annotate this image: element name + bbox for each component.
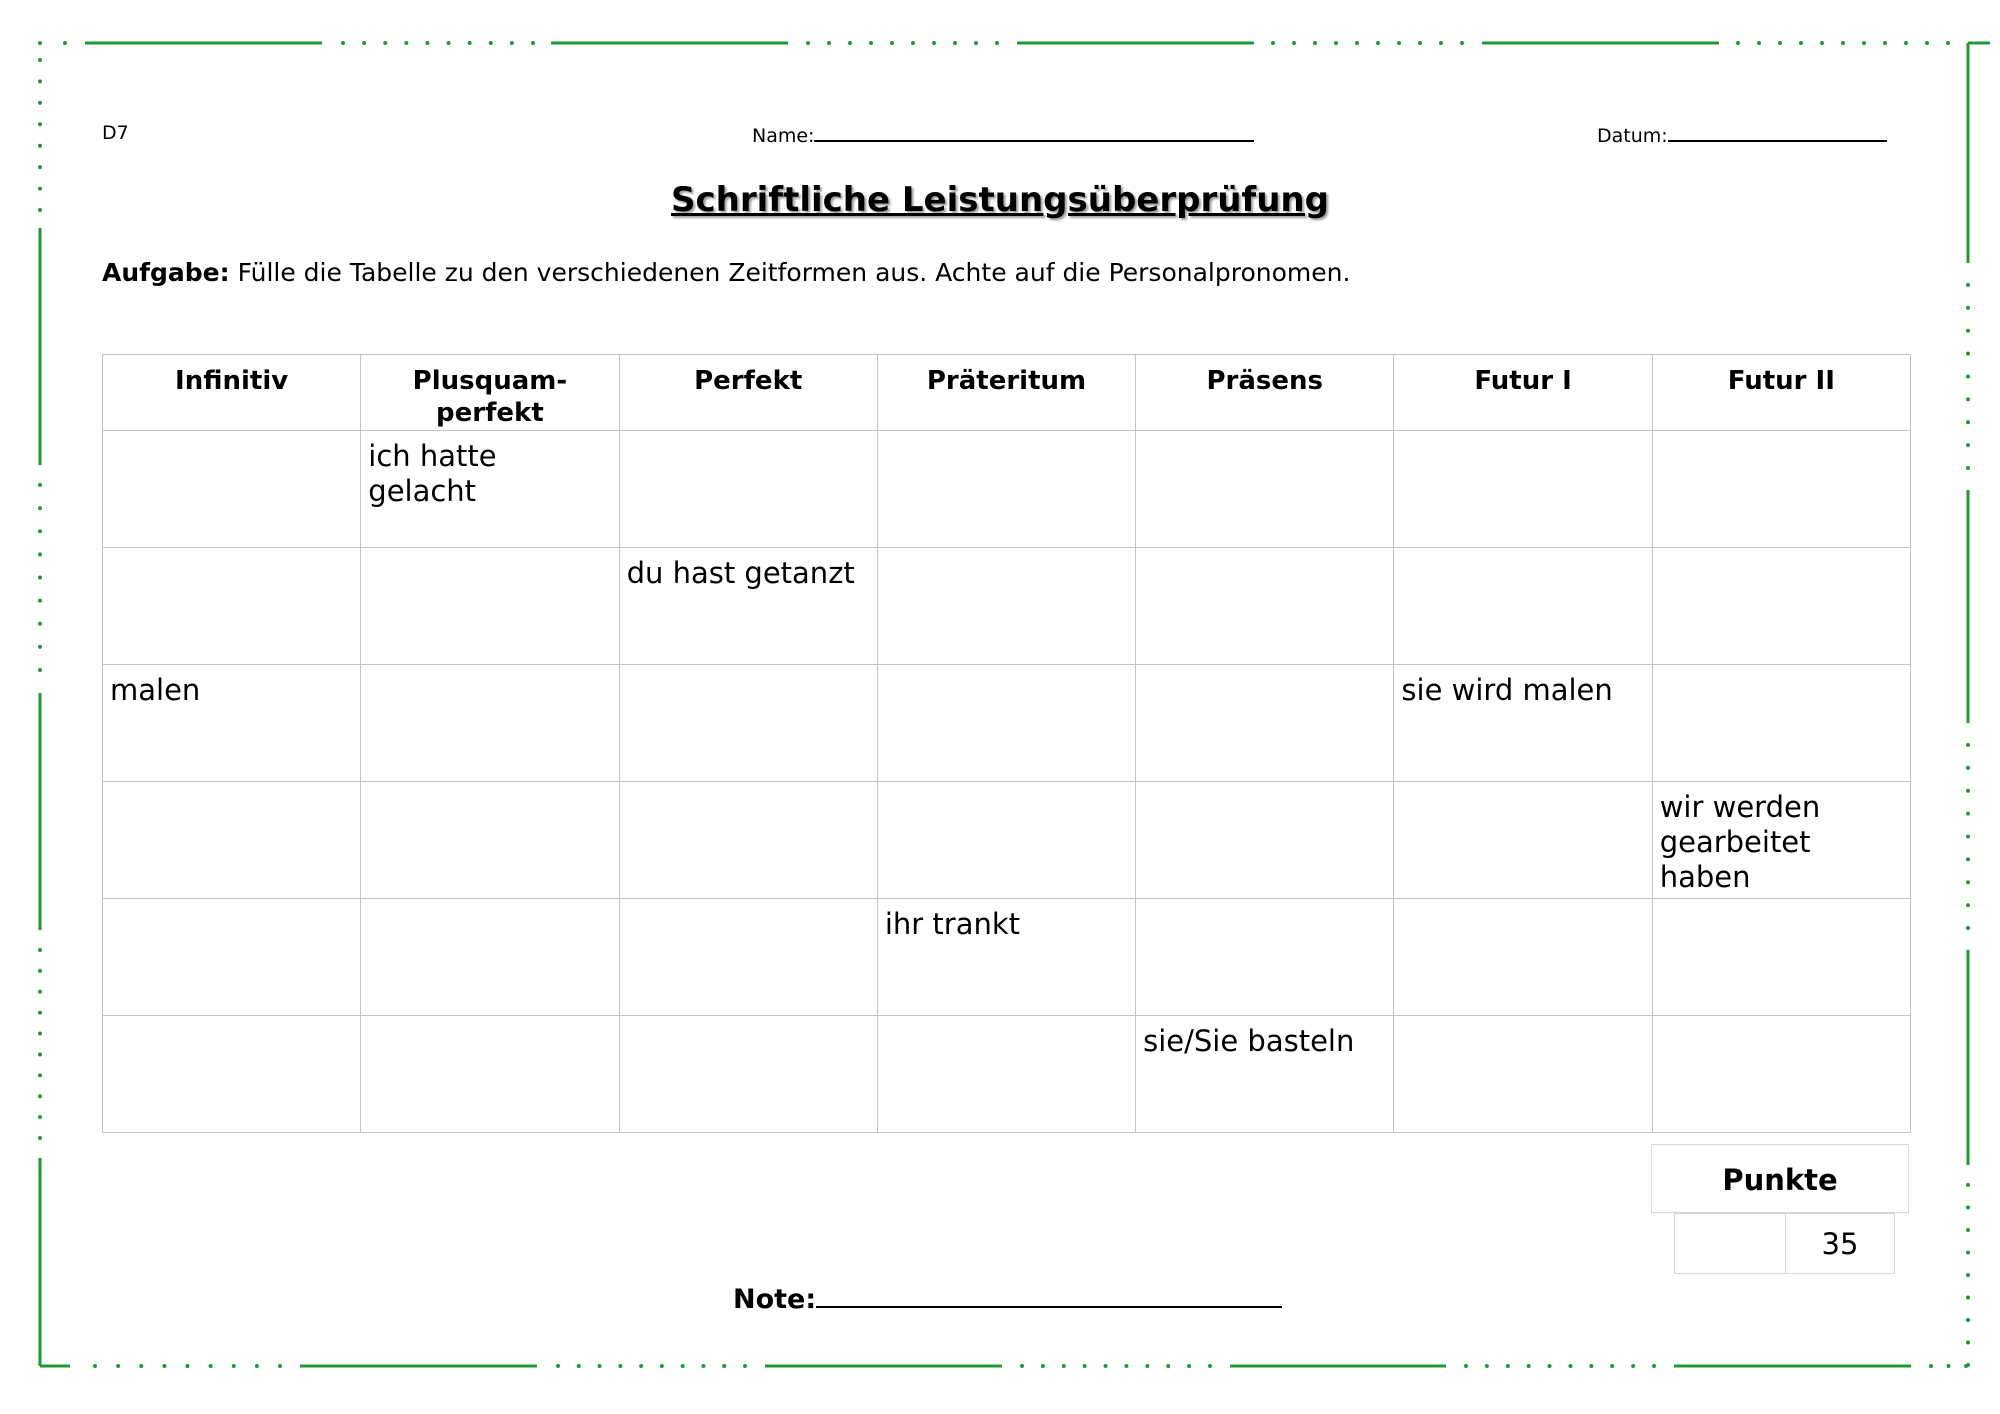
- table-cell: sie wird malen: [1394, 665, 1652, 782]
- column-header-text: Plusquam-: [412, 366, 568, 396]
- table-cell[interactable]: [1136, 665, 1394, 782]
- column-header: [361, 355, 619, 431]
- column-header: [619, 355, 877, 431]
- table-cell[interactable]: [1652, 1016, 1910, 1133]
- task-instruction: [102, 258, 1350, 287]
- tense-table: [102, 354, 1911, 1133]
- table-cell[interactable]: [1136, 548, 1394, 665]
- task-label: Aufgabe:: [102, 258, 230, 287]
- table-cell[interactable]: [877, 665, 1135, 782]
- table-cell[interactable]: [1136, 782, 1394, 899]
- table-cell[interactable]: [1136, 899, 1394, 1016]
- table-row: [103, 1016, 1911, 1133]
- table-cell[interactable]: [877, 548, 1135, 665]
- table-cell[interactable]: [1652, 899, 1910, 1016]
- table-cell[interactable]: [361, 548, 619, 665]
- table-row: [103, 431, 1911, 548]
- table-cell[interactable]: [1394, 782, 1652, 899]
- column-header: [103, 355, 361, 431]
- points-row: [1674, 1213, 1895, 1274]
- column-header: [1394, 355, 1652, 431]
- name-line: [814, 122, 1254, 142]
- class-code: D7: [102, 122, 129, 144]
- column-header-text: Futur I: [1474, 366, 1572, 396]
- table-cell[interactable]: [103, 431, 361, 548]
- table-cell[interactable]: [619, 665, 877, 782]
- column-header: [1652, 355, 1910, 431]
- points-max: 35: [1785, 1213, 1895, 1274]
- points-label: Punkte: [1651, 1144, 1909, 1213]
- table-header-row: [103, 355, 1911, 431]
- table-cell[interactable]: [1652, 431, 1910, 548]
- column-header: [877, 355, 1135, 431]
- table-cell: malen: [103, 665, 361, 782]
- table-cell[interactable]: [1394, 1016, 1652, 1133]
- table-cell[interactable]: [1652, 548, 1910, 665]
- table-row: [103, 665, 1911, 782]
- page-title: Schriftliche Leistungsüberprüfung: [671, 180, 1329, 220]
- table-cell[interactable]: [877, 431, 1135, 548]
- table-row: [103, 899, 1911, 1016]
- table-cell[interactable]: [619, 899, 877, 1016]
- table-cell[interactable]: [619, 782, 877, 899]
- table-cell[interactable]: [1394, 548, 1652, 665]
- name-field[interactable]: [752, 122, 1254, 147]
- column-header: [1136, 355, 1394, 431]
- grade-label: Note:: [733, 1284, 817, 1315]
- points-box: [1651, 1144, 1909, 1274]
- table-row: [103, 782, 1911, 899]
- table-cell[interactable]: [361, 1016, 619, 1133]
- grade-field[interactable]: [733, 1284, 1282, 1315]
- column-header-text: perfekt: [436, 398, 544, 428]
- table-cell[interactable]: [103, 548, 361, 665]
- table-cell: sie/Sie basteln: [1136, 1016, 1394, 1133]
- table-cell[interactable]: [1394, 431, 1652, 548]
- table-row: [103, 548, 1911, 665]
- table-cell[interactable]: [1652, 665, 1910, 782]
- grade-line: [816, 1288, 1282, 1308]
- task-text: Fülle die Tabelle zu den verschiedenen Zeitformen aus. Achte auf die Personalpronomen.: [229, 258, 1351, 287]
- table-cell: wir werden gearbeitet haben: [1652, 782, 1910, 899]
- table-cell[interactable]: [103, 782, 361, 899]
- table-cell: du hast getanzt: [619, 548, 877, 665]
- date-field[interactable]: [1597, 122, 1887, 147]
- column-header-text: Perfekt: [694, 366, 803, 396]
- table-cell: ihr trankt: [877, 899, 1135, 1016]
- name-label: Name:: [752, 125, 815, 147]
- table-cell[interactable]: [361, 782, 619, 899]
- column-header-text: Infinitiv: [175, 366, 289, 396]
- table-cell[interactable]: [103, 899, 361, 1016]
- table-cell[interactable]: [1136, 431, 1394, 548]
- date-line: [1668, 122, 1887, 142]
- column-header-text: Futur II: [1727, 366, 1835, 396]
- table-cell[interactable]: [877, 782, 1135, 899]
- table-cell[interactable]: [103, 1016, 361, 1133]
- date-label: Datum:: [1597, 125, 1668, 147]
- table-cell[interactable]: [619, 431, 877, 548]
- column-header-text: Präsens: [1206, 366, 1324, 396]
- table-cell[interactable]: [877, 1016, 1135, 1133]
- table-cell[interactable]: [361, 899, 619, 1016]
- table-cell[interactable]: [361, 665, 619, 782]
- table-cell[interactable]: [619, 1016, 877, 1133]
- points-achieved-field[interactable]: [1674, 1213, 1785, 1274]
- table-cell: ich hatte gelacht: [361, 431, 619, 548]
- table-cell[interactable]: [1394, 899, 1652, 1016]
- column-header-text: Präteritum: [926, 366, 1087, 396]
